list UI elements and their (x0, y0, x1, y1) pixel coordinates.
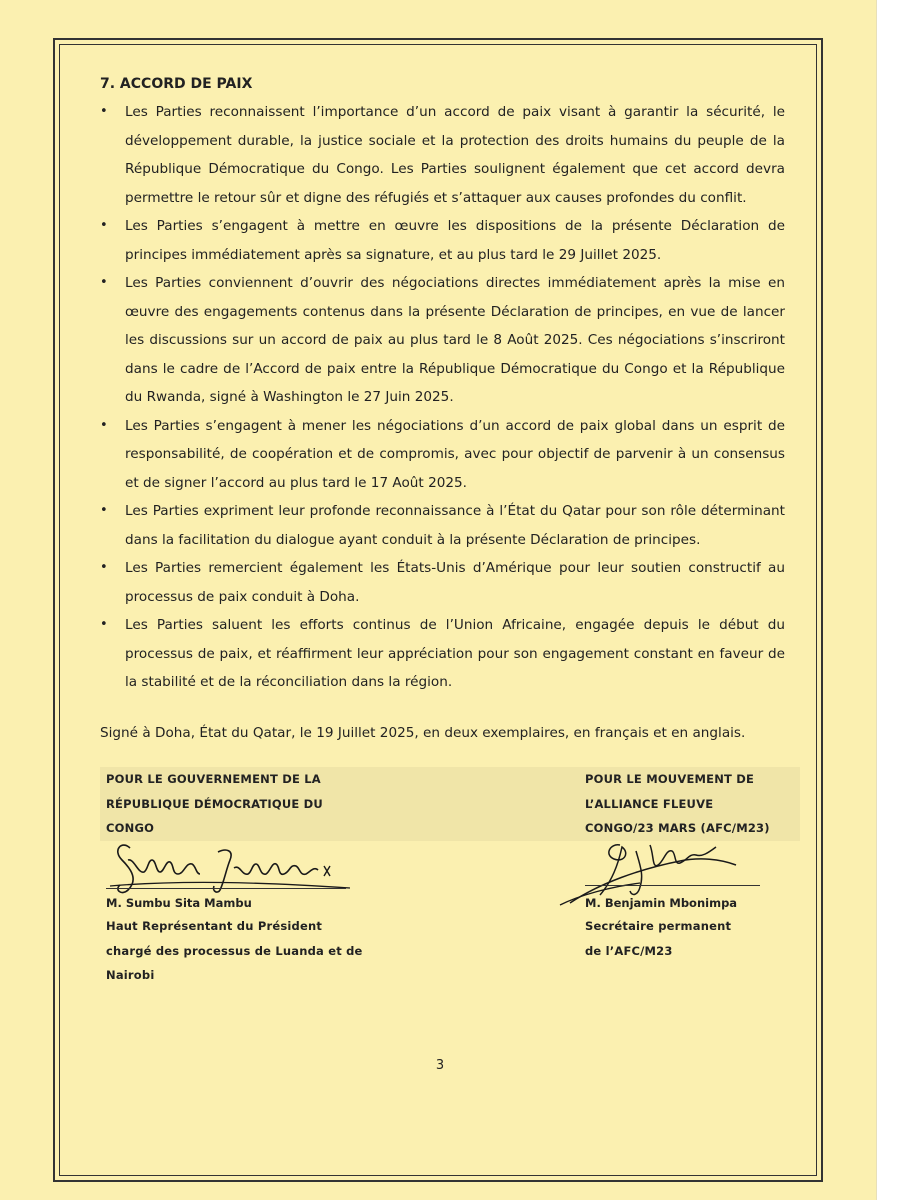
right-header-line-2: L’ALLIANCE FLEUVE (585, 796, 714, 811)
right-signature-line (585, 885, 760, 886)
left-signature (100, 830, 360, 900)
left-signature-line (106, 888, 346, 889)
right-header-line-1: POUR LE MOUVEMENT DE (585, 772, 755, 786)
left-header-line-1: POUR LE GOUVERNEMENT DE LA (106, 772, 321, 786)
left-signatory-name: M. Sumbu Sita Mambu (106, 896, 252, 910)
left-header-line-2: RÉPUBLIQUE DÉMOCRATIQUE DU (106, 796, 323, 811)
section-heading: 7. ACCORD DE PAIX (100, 76, 253, 92)
left-signatory-title (106, 914, 366, 988)
bullet-item-5: • Les Parties expriment leur profonde reconnaissance à l’État du Qatar pour son rôle déterminant dans la facilitation du dialogue ayant conduit à la présente Déclaration de principes. (100, 497, 785, 554)
document-body (100, 70, 785, 760)
left-header-line-3: CONGO (106, 821, 155, 835)
bullet-list (100, 98, 785, 697)
right-title-line-2: de l’AFC/M23 (585, 943, 673, 958)
right-title-line-1: Secrétaire permanent (585, 919, 732, 933)
bullet-item-4: • Les Parties s’engagent à mener les négociations d’un accord de paix global dans un esprit de responsabilité, de coopération et de compromis, avec pour objectif de parvenir à un consensus et de signer l’accord au plus tard le 17 Août 2025. (100, 412, 785, 498)
bullet-item-7: • Les Parties saluent les efforts continus de l’Union Africaine, engagée depuis le début du processus de paix, et réaffirment leur appréciation pour son engagement constant en faveur de la stabilité et de la réconciliation dans la région. (100, 611, 785, 697)
bullet-item-2: • Les Parties s’engagent à mettre en œuvre les dispositions de la présente Déclaration de principes immédiatement après sa signature, et au plus tard le 29 Juillet 2025. (100, 212, 785, 269)
bullet-item-6: • Les Parties remercient également les États-Unis d’Amérique pour leur soutien constructif au processus de paix conduit à Doha. (100, 554, 785, 611)
left-title-line-3: Nairobi (106, 968, 155, 982)
left-title-line-1: Haut Représentant du Président (106, 919, 323, 933)
right-signatory-name: M. Benjamin Mbonimpa (585, 896, 738, 910)
page-number: 3 (435, 1058, 445, 1073)
left-title-line-2: chargé des processus de Luanda et de (106, 943, 363, 958)
page-edge-strip (876, 0, 897, 1200)
right-signatory-title (585, 914, 795, 963)
right-header-line-3: CONGO/23 MARS (AFC/M23) (585, 821, 770, 835)
bullet-item-3: • Les Parties conviennent d’ouvrir des négociations directes immédiatement après la mise en œuvre des engagements contenus dans la présente Déclaration de principes, en vue de lancer les discussions sur un accord de paix au plus tard le 8 Août 2025. Ces négociations s’inscriront dans le cadre de l’Accord de paix entre la République Démocratique du Congo et la République du Rwanda, signé à Washington le 27 Juin 2025. (100, 269, 785, 412)
signed-statement: Signé à Doha, État du Qatar, le 19 Juillet 2025, en deux exemplaires, en français et en anglais. (100, 724, 746, 741)
bullet-item-1: • Les Parties reconnaissent l’importance d’un accord de paix visant à garantir la sécurité, le développement durable, la justice sociale et la protection des droits humains du peuple de la République Démocratique du Congo. Les Parties soulignent également que cet accord devra permettre le retour sûr et digne des réfugiés et s’attaquer aux causes profondes du conflit. (100, 98, 785, 212)
